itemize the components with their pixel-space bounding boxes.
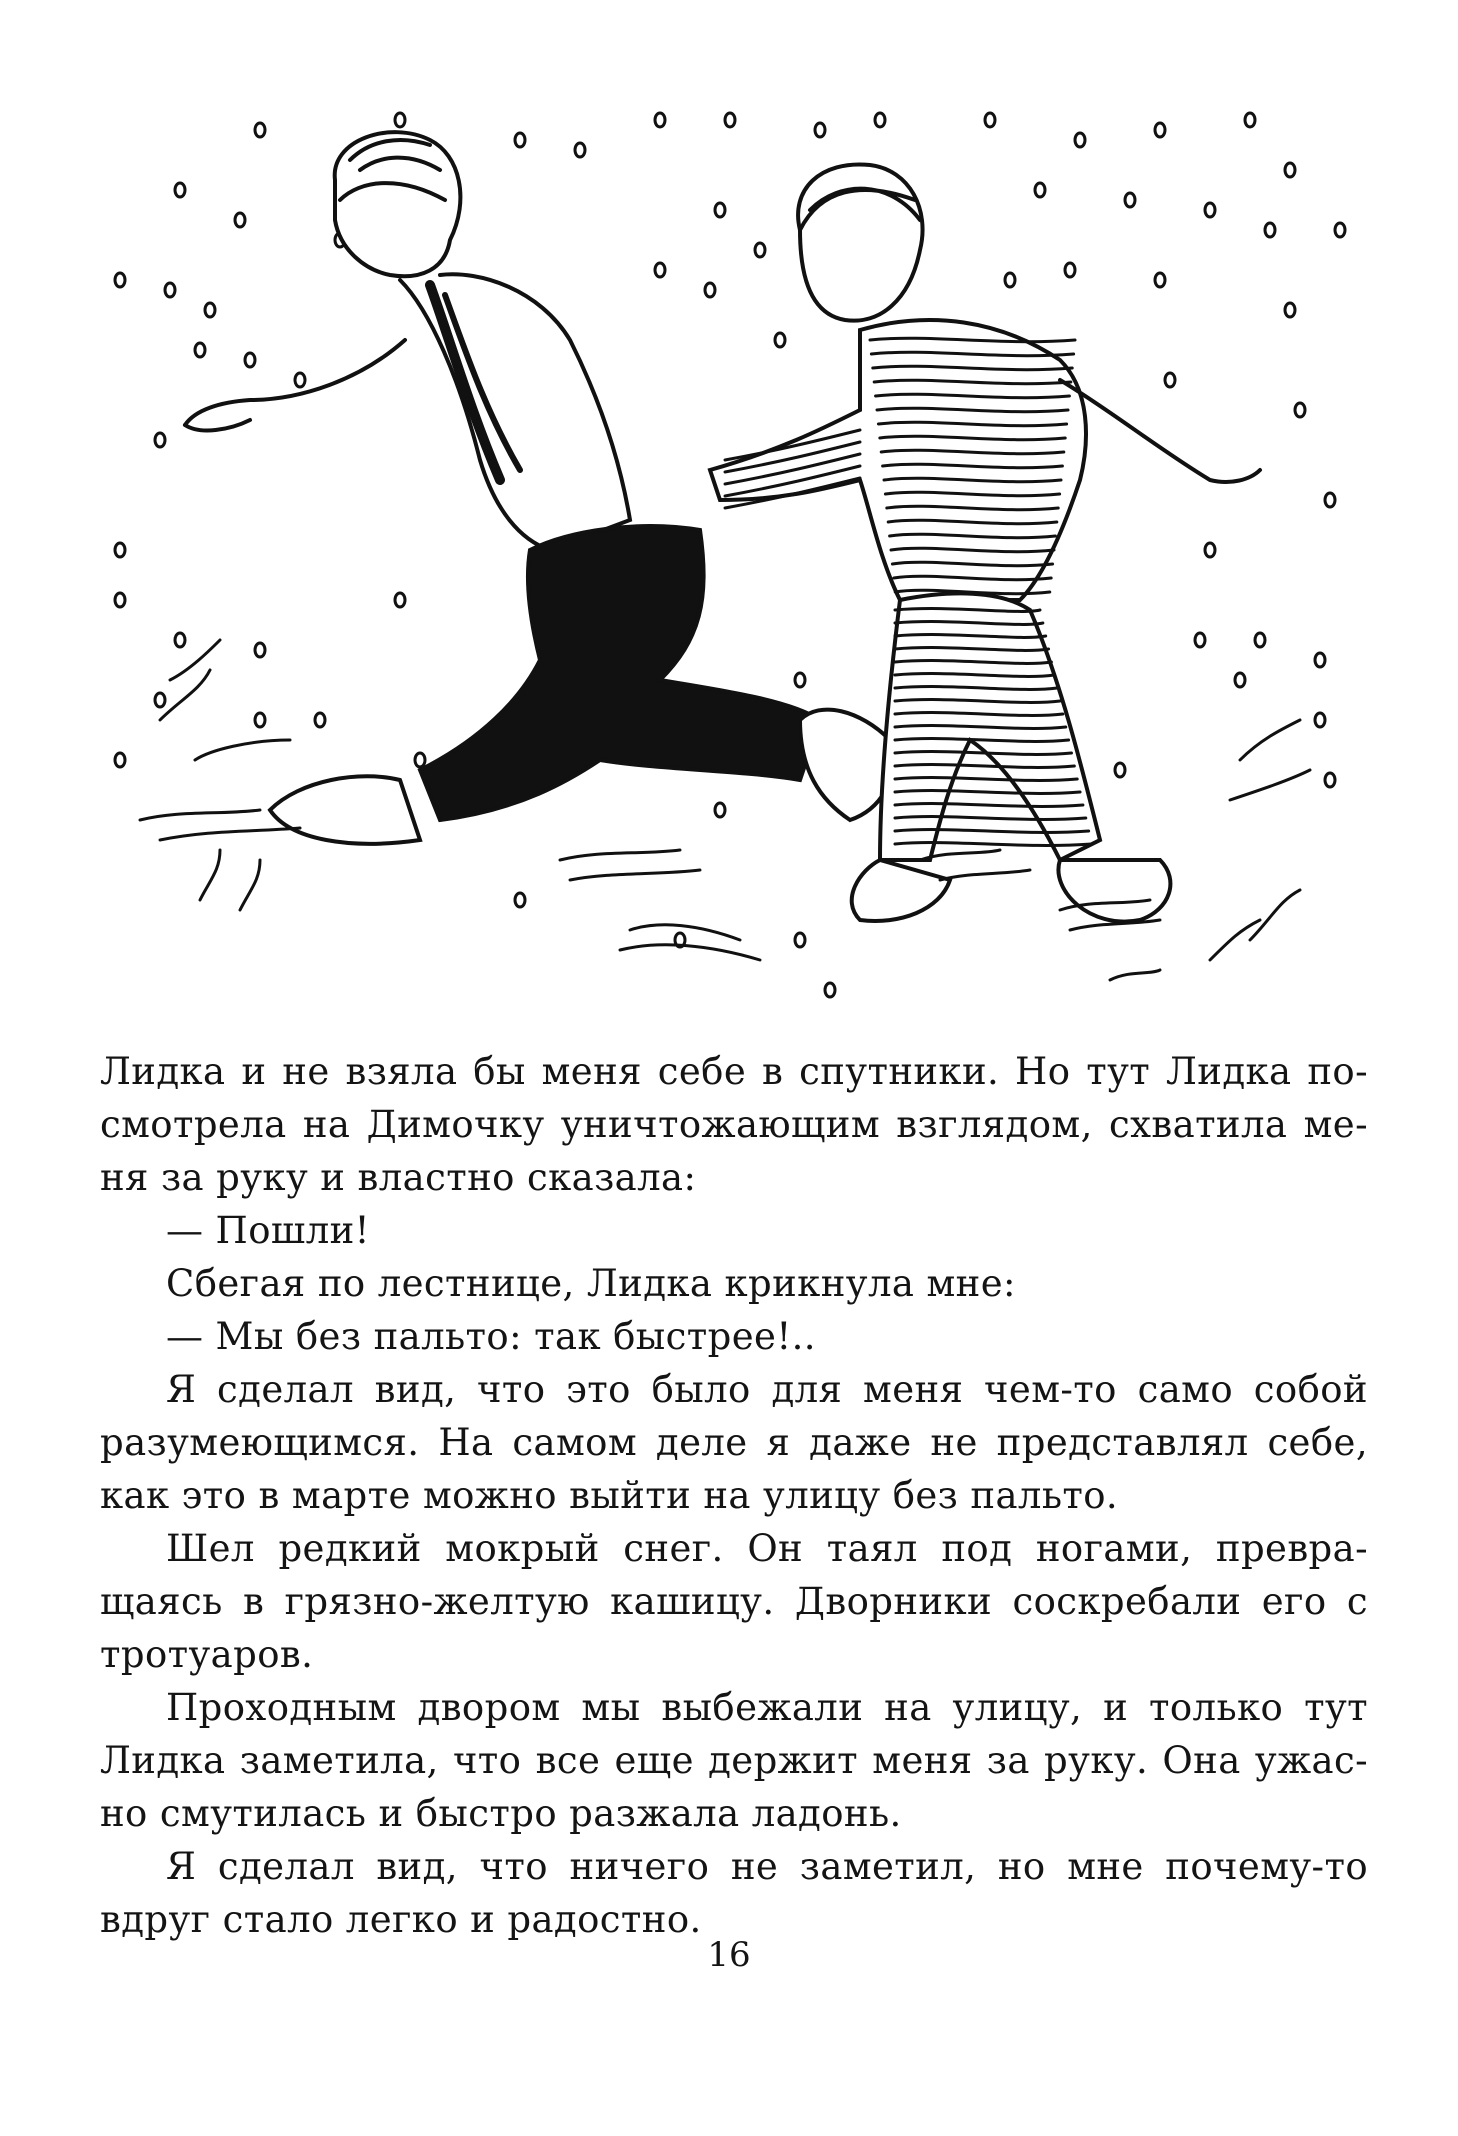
paragraph (100, 1045, 1368, 1204)
illustration (100, 80, 1360, 1000)
text-line: щаясь в грязно-желтую кашицу. Дворники соскребали его с (100, 1580, 1368, 1623)
text-line: но смутилась и быстро разжала ладонь. (100, 1792, 902, 1835)
text-line: Сбегая по лестнице, Лидка крикнула мне: (166, 1262, 1016, 1305)
page-number: 16 (707, 1935, 751, 1975)
text-line: смотрела на Димочку уничтожающим взглядом, схватила ме- (100, 1103, 1368, 1146)
boy-figure (710, 164, 1260, 921)
paragraph (100, 1840, 1368, 1946)
paragraph (100, 1363, 1368, 1522)
text-line: Я сделал вид, что ничего не заметил, но мне почему-то (166, 1845, 1368, 1888)
text-line: тротуаров. (100, 1633, 314, 1676)
text-line: вдруг стало легко и радостно. (100, 1898, 702, 1941)
running-children-illustration (100, 80, 1360, 1000)
text-line: разумеющимся. На самом деле я даже не представлял себе, (100, 1421, 1368, 1464)
text-line: Лидка и не взяла бы меня себе в спутники. Но тут Лидка по- (100, 1050, 1368, 1093)
text-line: Проходным двором мы выбежали на улицу, и только тут (166, 1686, 1368, 1729)
paragraph (100, 1522, 1368, 1681)
paragraph (100, 1257, 1368, 1310)
body-text (100, 1045, 1368, 1946)
text-line: как это в марте можно выйти на улицу без пальто. (100, 1474, 1119, 1517)
text-line: — Мы без пальто: так быстрее!.. (166, 1315, 816, 1358)
text-line: Лидка заметила, что все еще держит меня за руку. Она ужас- (100, 1739, 1368, 1782)
text-line: Я сделал вид, что это было для меня чем-то само собой (166, 1368, 1368, 1411)
text-line: — Пошли! (166, 1209, 370, 1252)
paragraph (100, 1681, 1368, 1840)
text-line: ня за руку и властно сказала: (100, 1156, 697, 1199)
paragraph (100, 1204, 1368, 1257)
paragraph (100, 1310, 1368, 1363)
text-line: Шел редкий мокрый снег. Он таял под ногами, превра- (166, 1527, 1368, 1570)
